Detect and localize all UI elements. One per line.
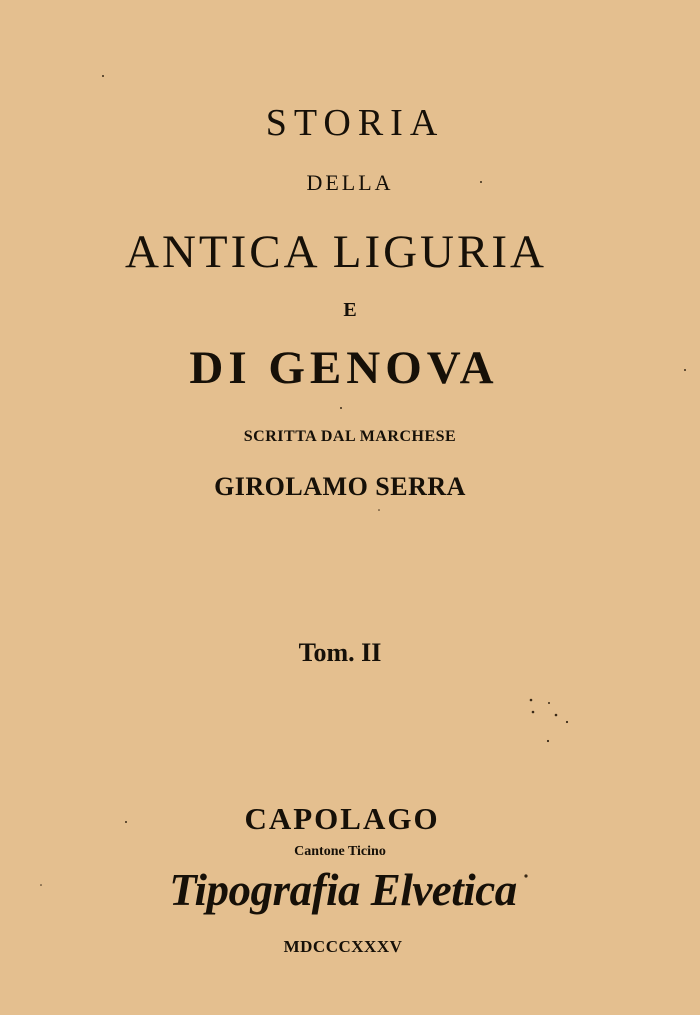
- title-line-antica-liguria: ANTICA LIGURIA: [125, 226, 547, 278]
- title-line-storia: STORIA: [265, 102, 445, 144]
- author-name: GIROLAMO SERRA: [214, 472, 466, 501]
- byline: SCRITTA DAL MARCHESE: [243, 428, 457, 445]
- publication-place: CAPOLAGO: [244, 801, 440, 836]
- title-line-di-genova: DI GENOVA: [189, 342, 499, 394]
- printer-name: Tipografia Elvetica: [169, 865, 517, 915]
- publication-canton: Cantone Ticino: [294, 844, 386, 859]
- volume-number: Tom. II: [298, 638, 382, 667]
- title-line-della: DELLA: [306, 170, 394, 195]
- title-line-e: E: [343, 299, 357, 321]
- publication-year: MDCCCXXXV: [283, 937, 403, 956]
